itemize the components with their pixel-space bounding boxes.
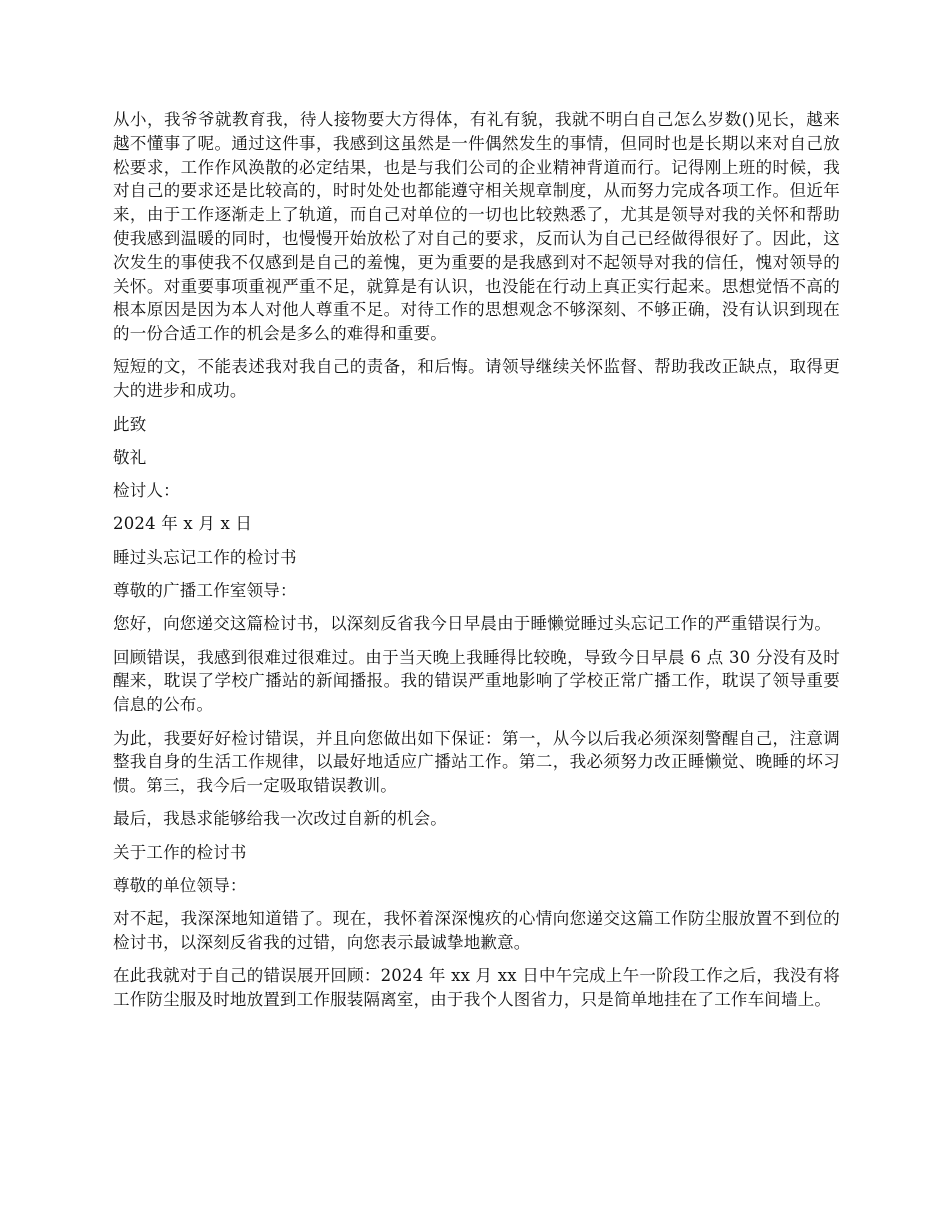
paragraph-review-dust-suit: 在此我就对于自己的错误展开回顾：2024 年 xx 月 xx 日中午完成上午一阶段工作之后，我没有将工作防尘服及时地放置到工作服装隔离室，由于我个人图省力，只是简单地挂在了工作车间墙上。 <box>113 966 840 1010</box>
document-page <box>113 108 840 1022</box>
paragraph-closing-remorse: 短短的文，不能表述我对我自己的责备，和后悔。请领导继续关怀监督、帮助我改正缺点，取得更大的进步和成功。 <box>113 357 840 401</box>
paragraph-review-oversleep: 回顾错误，我感到很难过很难过。由于当天晚上我睡得比较晚，导致今日早晨 6 点 30 分没有及时醒来，耽误了学校广播站的新闻播报。我的错误严重地影响了学校正常广播工作，耽误了领导重要信息的公布。 <box>113 647 840 715</box>
signature-line: 检讨人： <box>113 481 180 501</box>
salutation-cizhi: 此致 <box>113 414 147 434</box>
greeting-broadcast-leader: 尊敬的广播工作室领导： <box>113 581 297 601</box>
paragraph-apology: 对不起，我深深地知道错了。现在，我怀着深深愧疚的心情向您递交这篇工作防尘服放置不到位的检讨书，以深刻反省我的过错，向您表示最诚挚地歉意。 <box>113 909 840 953</box>
section-title-oversleep: 睡过头忘记工作的检讨书 <box>113 547 297 567</box>
paragraph-final-plea: 最后，我恳求能够给我一次改过自新的机会。 <box>113 809 447 829</box>
paragraph-intro-oversleep: 您好，向您递交这篇检讨书，以深刻反省我今日早晨由于睡懒觉睡过头忘记工作的严重错误行为。 <box>113 614 832 634</box>
greeting-unit-leader: 尊敬的单位领导： <box>113 876 247 896</box>
paragraph-pledge: 为此，我要好好检讨错误，并且向您做出如下保证：第一，从今以后我必须深刻警醒自己，注意调整我自身的生活工作规律，以最好地适应广播站工作。第二，我必须努力改正睡懒觉、晚睡的坏习惯。第三，我今后一定吸取错误教训。 <box>113 728 840 796</box>
salutation-jingli: 敬礼 <box>113 447 147 467</box>
paragraph-self-reflection: 从小，我爷爷就教育我，待人接物要大方得体，有礼有貌，我就不明白自己怎么岁数()见长，越来越不懂事了呢。通过这件事，我感到这虽然是一件偶然发生的事情，但同时也是长期以来对自己放松要求，工作作风涣散的必定结果，也是与我们公司的企业精神背道而行。记得刚上班的时候，我对自己的要求还是比较高的，时时处处也都能遵守相关规章制度，从而努力完成各项工作。但近年来，由于工作逐渐走上了轨道，而自己对单位的一切也比较熟悉了，尤其是领导对我的关怀和帮助使我感到温暖的同时，也慢慢开始放松了对自己的要求，反而认为自己已经做得很好了。因此，这次发生的事使我不仅感到是自己的羞愧，更为重要的是我感到对不起领导对我的信任，愧对领导的关怀。对重要事项重视严重不足，就算是有认识，也没能在行动上真正实行起来。思想觉悟不高的根本原因是因为本人对他人尊重不足。对待工作的思想观念不够深刻、不够正确，没有认识到现在的一份合适工作的机会是多么的难得和重要。 <box>113 110 840 344</box>
date-line: 2024 年 x 月 x 日 <box>113 514 253 534</box>
section-title-work: 关于工作的检讨书 <box>113 842 247 862</box>
